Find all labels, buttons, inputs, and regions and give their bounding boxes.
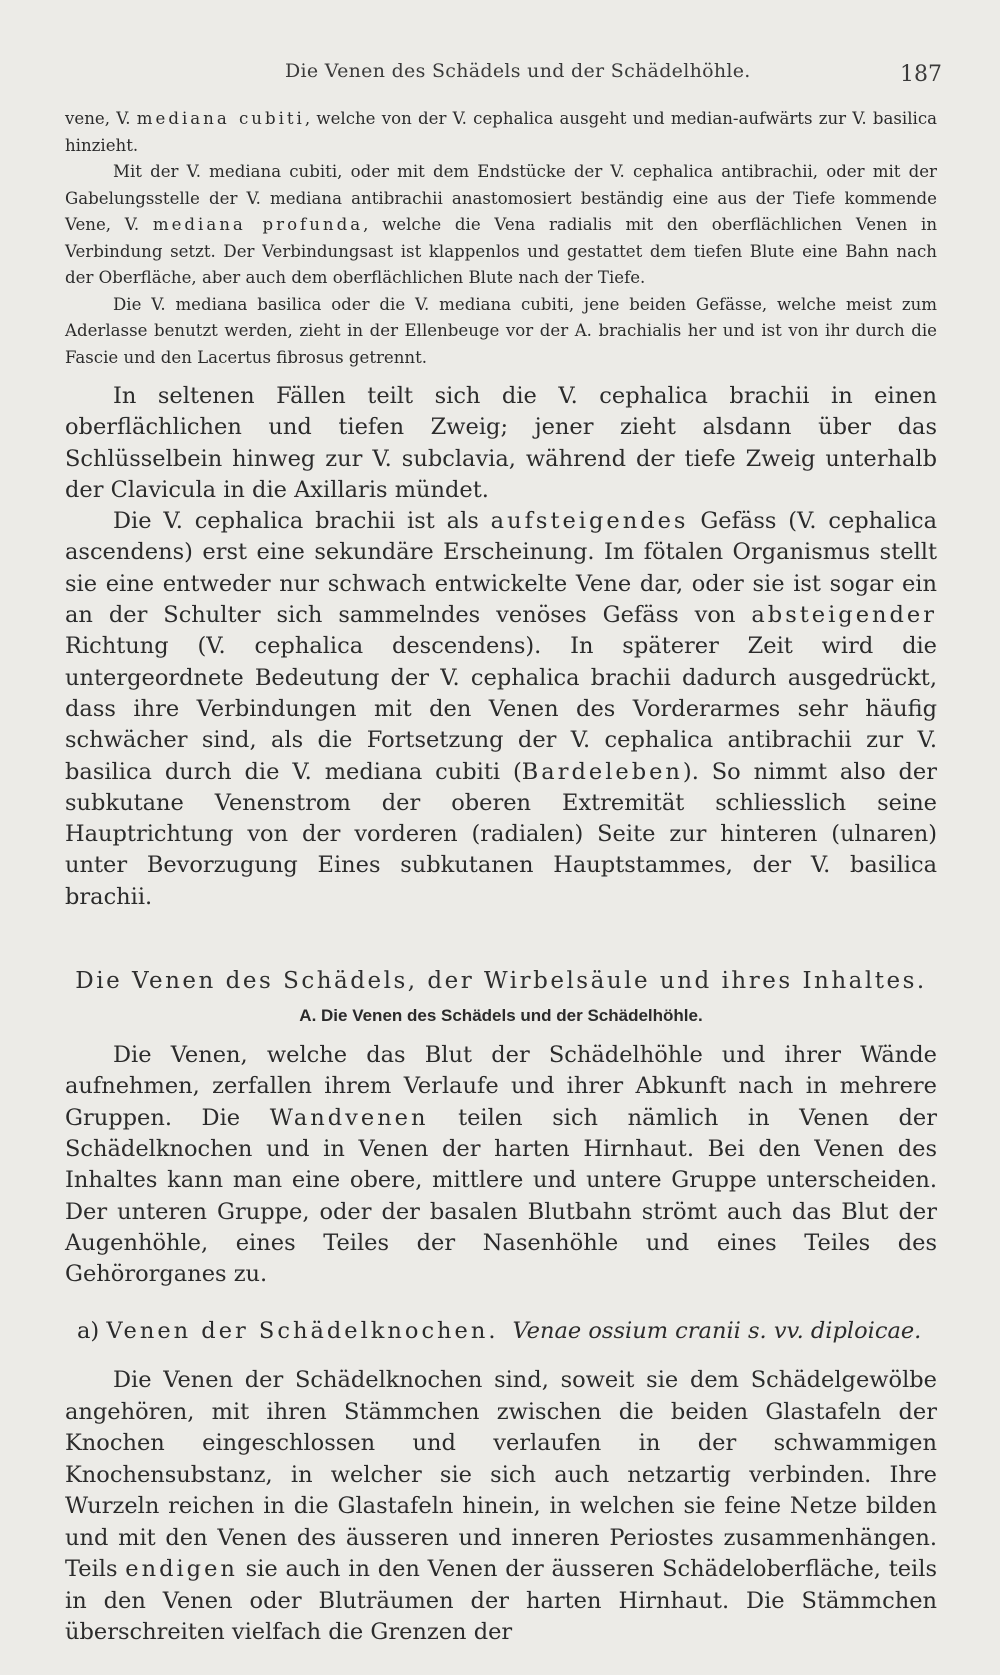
text-run: , welche die Vena radialis mit den oberflächlichen Venen in Verbindung setzt. Der Verbindungsast ist klappenlos und gestattet dem tiefen Blute eine Bahn nach der Oberfläche, aber auch dem oberflächlichen Blute nach der Tiefe. (65, 215, 938, 287)
small-print-block (65, 106, 937, 371)
text-run: Richtung (V. cephalica descendens). In späterer Zeit wird die untergeordnete Bedeutung der V. cephalica brachii dadurch ausgedrückt, dass ihre Verbindungen mit den Venen des Vorderarmes sehr häufig schwächer sind, als die Fortsetzung der V. cephalica antibrachii zur V. basilica durch die V. mediana cubiti ( (65, 633, 937, 785)
text-run: Gefäss (V. cephalica ascendens) erst eine sekundäre Erscheinung. Im fötalen Organismus stellt sie eine entweder nur schwach entwickelte Vene dar, oder sie ist sogar ein an der Schulter sich sammelndes venöses Gefäss von (65, 508, 937, 629)
paragraph: Die V. mediana basilica oder die V. mediana cubiti, jene beiden Gefässe, welche meist zum Aderlasse benutzt werden, zieht in der Ellenbeuge vor der A. brachialis her und ist von ihr durch die Fascie und den Lacertus fibrosus getrennt. (65, 294, 937, 367)
paragraph: In seltenen Fällen teilt sich die V. cephalica brachii in einen oberflächlichen und tiefen Zweig; jener zieht alsdann über das Schlüsselbein hinweg zur V. subclavia, während der tiefe Zweig unterhalb der Clavicula in die Axillaris mündet. (65, 383, 937, 503)
section-intro (65, 1040, 937, 1290)
spaced-term: mediana profunda (152, 215, 364, 234)
spaced-term: Wandvenen (269, 1104, 429, 1131)
running-title: Die Venen des Schädels und der Schädelhöhle. (285, 60, 751, 82)
page-header (0, 58, 1000, 88)
subsection-title: Venen der Schädelknochen. (106, 1318, 499, 1345)
text-run: vene, V. (65, 109, 137, 128)
subsection-label: a) (77, 1318, 107, 1345)
text-run: Die Venen, welche das Blut der Schädelhöhle und ihrer Wände aufnehmen, zerfallen ihrem Verlaufe und ihrer Abkunft nach in mehrere Gruppen. Die (65, 1042, 937, 1131)
paragraph (65, 1040, 937, 1290)
subsection-heading: A. Die Venen des Schädels und der Schädelhöhle. (299, 1006, 703, 1026)
text-run: ). So nimmt also der subkutane Venenstrom der oberen Extremität schliesslich seine Hauptrichtung von der vorderen (radialen) Seite zur hinteren (ulnaren) unter Bevorzugung Eines subkutanen Hauptstammes, der V. basilica brachii. (65, 758, 937, 910)
main-text-block (65, 381, 937, 913)
subsection-a-body (65, 1365, 937, 1649)
section-title: Die Venen des Schädels, der Wirbelsäule und ihres Inhaltes. (75, 968, 927, 995)
text-run: sie auch in den Venen der äusseren Schädeloberfläche, teils in den Venen oder Bluträumen der harten Hirnhaut. Die Stämmchen überschreiten vielfach die Grenzen der (65, 1556, 937, 1646)
spaced-term: aufsteigendes (490, 508, 689, 535)
paragraph (65, 506, 937, 913)
spaced-term: absteigender (751, 602, 937, 629)
spaced-term: mediana cubiti (136, 109, 305, 128)
text-run: Die V. cephalica brachii ist als (113, 508, 491, 535)
text-run: Mit der V. mediana cubiti, oder mit dem Endstücke der V. cephalica antibrachii, oder mit der Gabelungsstelle der V. mediana antibrachii anastomosiert beständig eine aus der Tiefe kommende Vene, V. (65, 162, 937, 234)
paragraph (65, 159, 937, 292)
subsection-a-heading (65, 1316, 937, 1347)
text-run: teilen sich nämlich in Venen der Schädelknochen und in Venen der harten Hirnhaut. Bei den Venen des Inhaltes kann man eine obere, mittlere und untere Gruppe unterscheiden. Der unteren Gruppe, oder der basalen Blutbahn strömt auch das Blut der Augenhöhle, eines Teiles der Nasenhöhle und eines Teiles des Gehörorganes zu. (65, 1104, 937, 1288)
page-number: 187 (900, 62, 942, 87)
spaced-term: endigen (125, 1556, 238, 1583)
text-run: Die Venen der Schädelknochen sind, soweit sie dem Schädelgewölbe angehören, mit ihren Stämmchen zwischen die beiden Glastafeln der Knochen eingeschlossen und verlaufen in der schwammigen Knochensubstanz, in welcher sie sich auch netzartig verbinden. Ihre Wurzeln reichen in die Glastafeln hinein, in welchen sie feine Netze bilden und mit den Venen des äusseren und inneren Periostes zusammenhängen. Teils (65, 1367, 937, 1583)
text-run: , welche von der V. cephalica ausgeht und median-aufwärts zur V. basilica hinzieht. (65, 109, 938, 155)
spaced-term: Bardeleben (521, 758, 683, 785)
paragraph (65, 106, 937, 159)
page-body (65, 106, 937, 1649)
latin-name: Venae ossium cranii s. vv. diploicae. (512, 1318, 922, 1345)
paragraph (65, 1365, 937, 1649)
